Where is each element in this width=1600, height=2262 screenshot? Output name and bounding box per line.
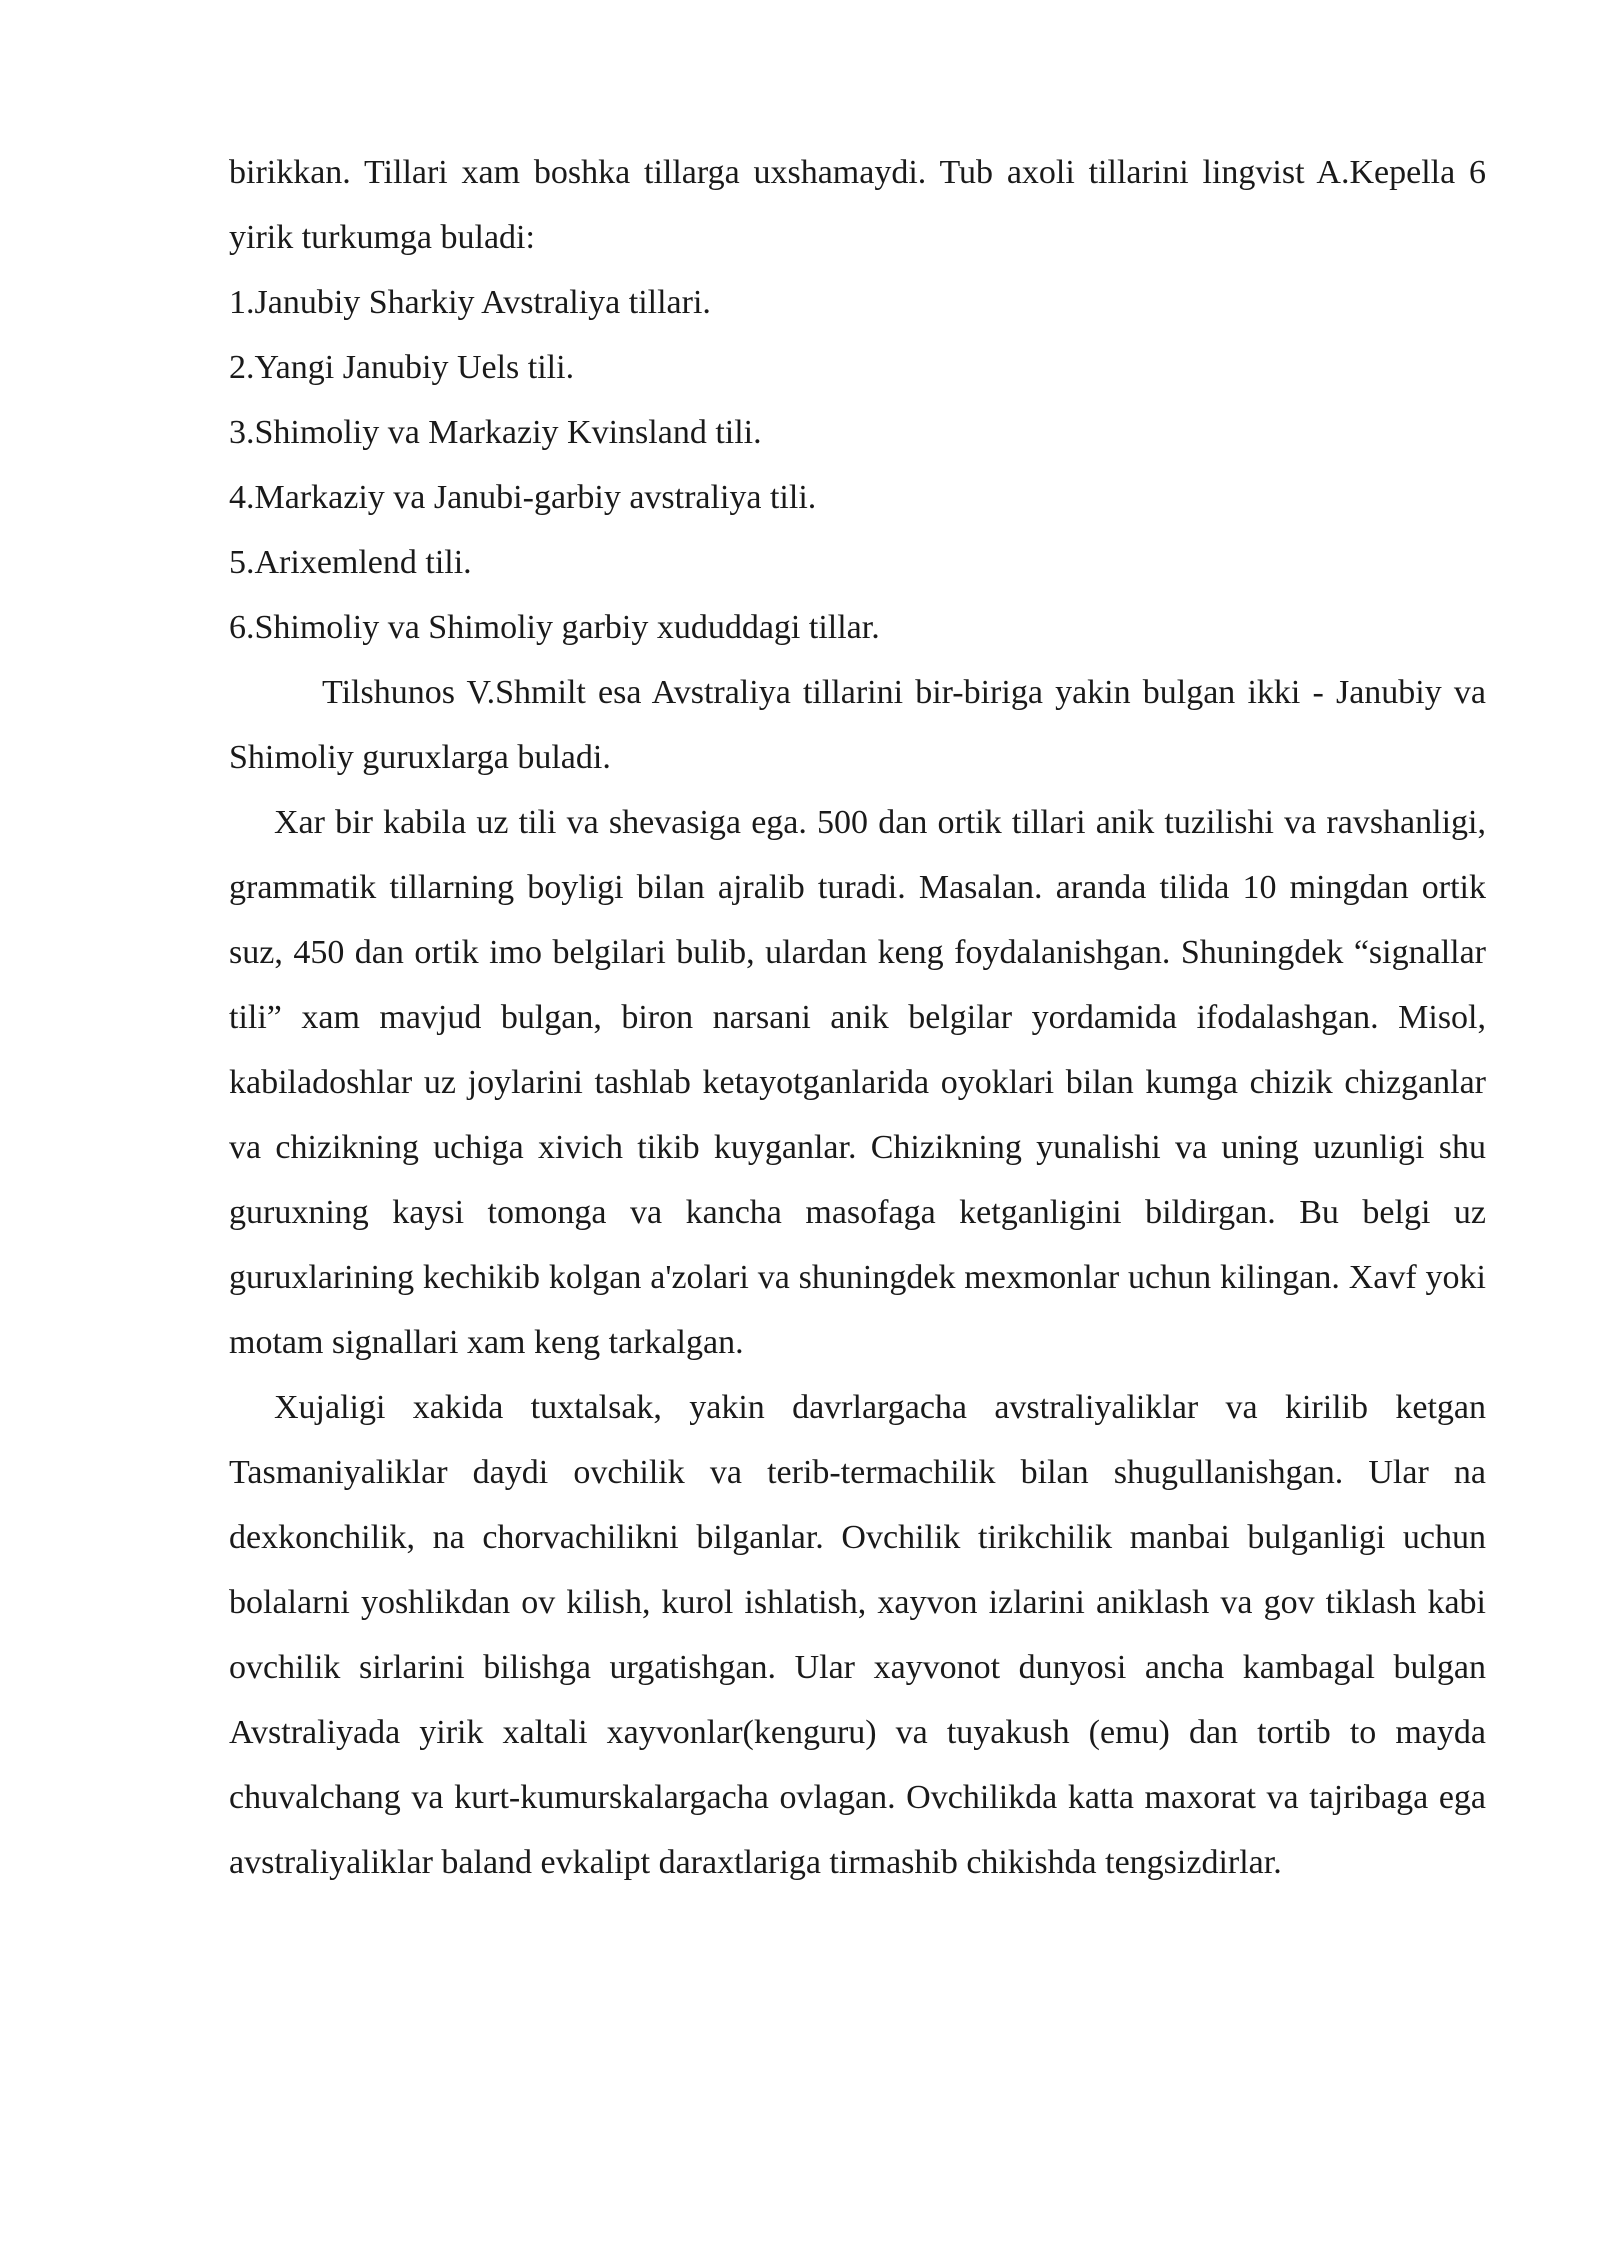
list-item-3: 3.Shimoliy va Markaziy Kvinsland tili. — [229, 414, 762, 451]
list-item-1: 1.Janubiy Sharkiy Avstraliya tillari. — [229, 284, 711, 321]
xujalik-paragraph: Xujaligi xakida tuxtalsak, yakin davrlargacha avstraliyaliklar va kirilib ketgan Tasmaniyaliklar daydi ovchilik va terib-termachilik bilan shugullanishgan. Ular na dexkonchilik, na chorvachilikni bilganlar. Ovchilik tirikchilik manbai bulganligi uchun bolalarni yoshlikdan ov kilish, kurol ishlatish, xayvon izlarini aniklash va gov tiklash kabi ovchilik sirlarini bilishga urgatishgan. Ular xayvonot dunyosi ancha kambagal bulgan Avstraliyada yirik xaltali xayvonlar(kenguru) va tuyakush (emu) dan tortib to mayda chuvalchang va kurt-kumurskalargacha ovlagan. Ovchilikda katta maxorat va tajribaga ega avstraliyaliklar baland evkalipt daraxtlariga tirmashib chikishda tengsizdirlar. — [229, 1389, 1486, 1881]
kabila-paragraph: Xar bir kabila uz tili va shevasiga ega. 500 dan ortik tillari anik tuzilishi va ravshanligi, grammatik tillarning boyligi bilan ajralib turadi. Masalan. aranda tilida 10 mingdan ortik suz, 450 dan ortik imo belgilari bulib, ulardan keng foydalanishgan. Shuningdek “signallar tili” xam mavjud bulgan, biron narsani anik belgilar yordamida ifodalashgan. Misol, kabiladoshlar uz joylarini tashlab ketayotganlarida oyoklari bilan kumga chizik chizganlar va chizikning uchiga xivich tikib kuyganlar. Chizikning yunalishi va uning uzunligi shu guruxning kaysi tomonga va kancha masofaga ketganligini bildirgan. Bu belgi uz guruxlarining kechikib kolgan a'zolari va shuningdek mexmonlar uchun kilingan. Xavf yoki motam signallari xam keng tarkalgan. — [229, 804, 1486, 1361]
document-page — [229, 140, 1486, 1895]
list-item-4: 4.Markaziy va Janubi-garbiy avstraliya tili. — [229, 479, 817, 516]
list-item-5: 5.Arixemlend tili. — [229, 544, 472, 581]
shmilt-paragraph: Tilshunos V.Shmilt esa Avstraliya tillarini bir-biriga yakin bulgan ikki - Janubiy va Shimoliy guruxlarga buladi. — [229, 674, 1486, 776]
list-item-6: 6.Shimoliy va Shimoliy garbiy xududdagi tillar. — [229, 609, 880, 646]
list-item-2: 2.Yangi Janubiy Uels tili. — [229, 349, 575, 386]
intro-paragraph: birikkan. Tillari xam boshka tillarga uxshamaydi. Tub axoli tillarini lingvist A.Kepella 6 yirik turkumga buladi: — [229, 154, 1486, 256]
